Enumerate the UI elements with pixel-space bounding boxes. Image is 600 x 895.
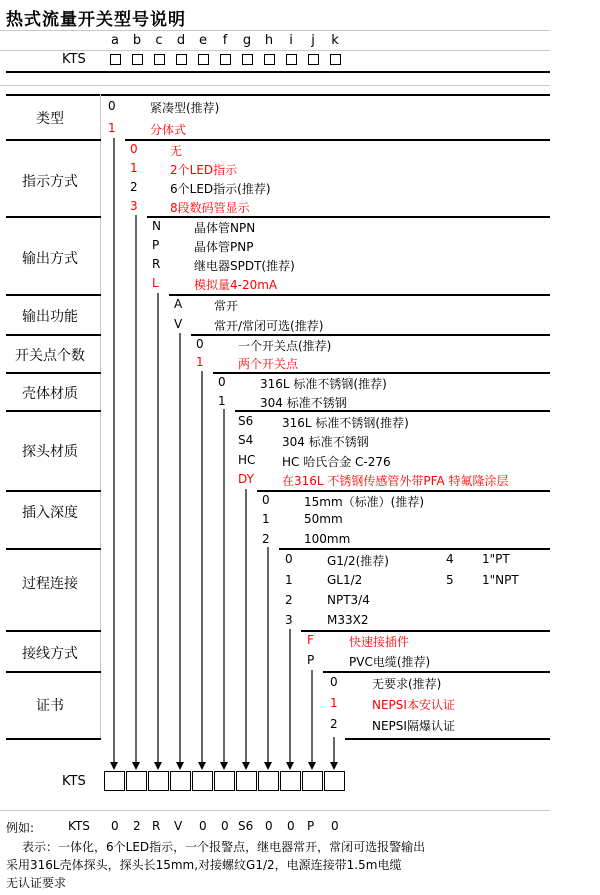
switch-points-code-0: 0 (196, 337, 204, 351)
column-letter-j: j (311, 33, 315, 48)
example-code-i: 0 (287, 819, 295, 833)
example-code-c: R (152, 819, 161, 833)
probe-code-hc: HC (238, 453, 256, 467)
column-letter-d: d (176, 33, 186, 48)
function-desc-a: 常开 (214, 299, 239, 313)
depth-desc-0: 15mm（标准）(推荐) (304, 495, 425, 509)
code-cell (192, 771, 213, 791)
housing-code-1: 1 (218, 394, 226, 408)
cert-code-2: 2 (330, 717, 338, 731)
example-code-e: 0 (199, 819, 207, 833)
label-output-function: 输出功能 (22, 309, 78, 325)
label-insertion-depth: 插入深度 (22, 505, 78, 521)
type-code-1: 1 (108, 121, 116, 135)
example-code-d: V (174, 819, 183, 833)
example-label: 例如: (6, 821, 35, 835)
probe-desc-dy: 在316L 不锈钢传感管外带PFA 特氟隆涂层 (282, 474, 509, 488)
connection-desc-2: NPT3/4 (327, 593, 370, 607)
depth-code-0: 0 (262, 493, 270, 507)
probe-desc-s6: 316L 标准不锈钢(推荐) (282, 416, 409, 430)
label-switch-points: 开关点个数 (15, 348, 85, 364)
code-cell (236, 771, 257, 791)
type-code-0: 0 (108, 99, 116, 113)
cert-code-1: 1 (330, 696, 338, 710)
indication-desc-0: 无 (170, 144, 183, 158)
cert-code-0: 0 (330, 675, 338, 689)
switch-points-desc-1: 两个开关点 (238, 357, 299, 371)
connection-desc-0: G1/2(推荐) (327, 554, 389, 568)
label-probe-material: 探头材质 (22, 444, 78, 460)
code-cell (258, 771, 279, 791)
label-type: 类型 (36, 111, 64, 127)
connection-code-1: 1 (285, 573, 293, 587)
output-code-n: N (152, 219, 161, 233)
code-cell (126, 771, 147, 791)
example-code-h: 0 (265, 819, 273, 833)
connection-code-3: 3 (285, 613, 293, 627)
depth-desc-1: 50mm (304, 512, 343, 526)
example-code-f: 0 (221, 819, 229, 833)
code-cell (214, 771, 235, 791)
function-code-v: V (174, 317, 183, 331)
column-letter-i: i (289, 33, 293, 48)
column-letter-e: e (199, 33, 207, 48)
indication-code-0: 0 (130, 142, 138, 156)
type-desc-1: 分体式 (150, 123, 187, 137)
label-process-connection: 过程连接 (22, 576, 78, 592)
wiring-code-f: F (307, 633, 314, 647)
indication-desc-1: 2个LED指示 (170, 163, 238, 177)
cert-desc-0: 无要求(推荐) (372, 677, 442, 691)
output-desc-l: 模拟量4-20mA (194, 278, 278, 292)
connection-desc-1: GL1/2 (327, 573, 363, 587)
housing-code-0: 0 (218, 375, 226, 389)
connection-desc-3: M33X2 (327, 613, 369, 627)
probe-desc-hc: HC 哈氏合金 C-276 (282, 455, 391, 469)
output-code-r: R (152, 257, 161, 271)
wiring-desc-p: PVC电缆(推荐) (349, 655, 431, 669)
code-cell (302, 771, 323, 791)
example-prefix: KTS (68, 819, 90, 833)
connection-desc-4: 1"PT (482, 552, 510, 566)
label-certificate: 证书 (36, 698, 64, 714)
indication-desc-3: 8段数码管显示 (170, 201, 250, 215)
example-code-a: 0 (111, 819, 119, 833)
indication-code-1: 1 (130, 161, 138, 175)
indication-code-2: 2 (130, 180, 138, 194)
label-wiring: 接线方式 (22, 646, 78, 662)
output-code-l: L (152, 276, 159, 290)
type-desc-0: 紧凑型(推荐) (150, 101, 220, 115)
depth-code-2: 2 (262, 532, 270, 546)
note-line: 无认证要求 (6, 876, 67, 890)
indication-code-3: 3 (130, 199, 138, 213)
indication-desc-2: 6个LED指示(推荐) (170, 182, 271, 196)
output-desc-n: 晶体管NPN (194, 221, 256, 235)
connection-code-2: 2 (285, 593, 293, 607)
cert-desc-1: NEPSI本安认证 (372, 698, 455, 712)
model-prefix-top: KTS (62, 52, 86, 67)
probe-code-dy: DY (238, 472, 254, 486)
column-letter-c: c (155, 33, 163, 48)
column-letter-a: a (111, 33, 119, 48)
wiring-desc-f: 快速接插件 (349, 635, 410, 649)
wiring-code-p: P (307, 653, 315, 667)
output-desc-r: 继电器SPDT(推荐) (194, 259, 295, 273)
column-letter-b: b (132, 33, 142, 48)
probe-code-s4: S4 (238, 433, 254, 447)
code-cell (170, 771, 191, 791)
column-letter-k: k (331, 33, 339, 48)
function-code-a: A (174, 297, 183, 311)
column-letter-h: h (264, 33, 274, 48)
function-desc-v: 常开/常闭可选(推荐) (214, 319, 324, 333)
note-line: 表示：一体化，6个LED指示，一个报警点，继电器常开，常闭可选报警输出 (22, 840, 426, 854)
housing-desc-0: 316L 标准不锈钢(推荐) (260, 377, 387, 391)
column-letter-g: g (242, 33, 252, 48)
connection-code-4: 4 (446, 552, 454, 566)
code-cell (104, 771, 125, 791)
switch-points-desc-0: 一个开关点(推荐) (238, 339, 332, 353)
cert-desc-2: NEPSI隔爆认证 (372, 719, 455, 733)
label-housing-material: 壳体材质 (22, 386, 78, 402)
example-code-j: P (307, 819, 315, 833)
example-code-k: 0 (331, 819, 339, 833)
output-desc-p: 晶体管PNP (194, 240, 254, 254)
connection-code-5: 5 (446, 573, 454, 587)
code-cell (148, 771, 169, 791)
model-prefix-bottom: KTS (62, 774, 86, 789)
housing-desc-1: 304 标准不锈钢 (260, 396, 347, 410)
probe-desc-s4: 304 标准不锈钢 (282, 435, 369, 449)
probe-code-s6: S6 (238, 414, 254, 428)
code-cell (324, 771, 345, 791)
page-title: 热式流量开关型号说明 (6, 10, 186, 30)
connection-code-0: 0 (285, 552, 293, 566)
column-letter-f: f (222, 33, 228, 48)
note-line: 采用316L壳体探头，探头长15mm,对接螺纹G1/2，电源连接带1.5m电缆 (6, 858, 402, 872)
label-output: 输出方式 (22, 251, 78, 267)
example-code-g: S6 (238, 819, 254, 833)
example-code-b: 2 (133, 819, 141, 833)
depth-desc-2: 100mm (304, 532, 351, 546)
code-cell (280, 771, 301, 791)
output-code-p: P (152, 238, 160, 252)
switch-points-code-1: 1 (196, 355, 204, 369)
connection-desc-5: 1"NPT (482, 573, 519, 587)
depth-code-1: 1 (262, 512, 270, 526)
label-indication: 指示方式 (22, 174, 78, 190)
